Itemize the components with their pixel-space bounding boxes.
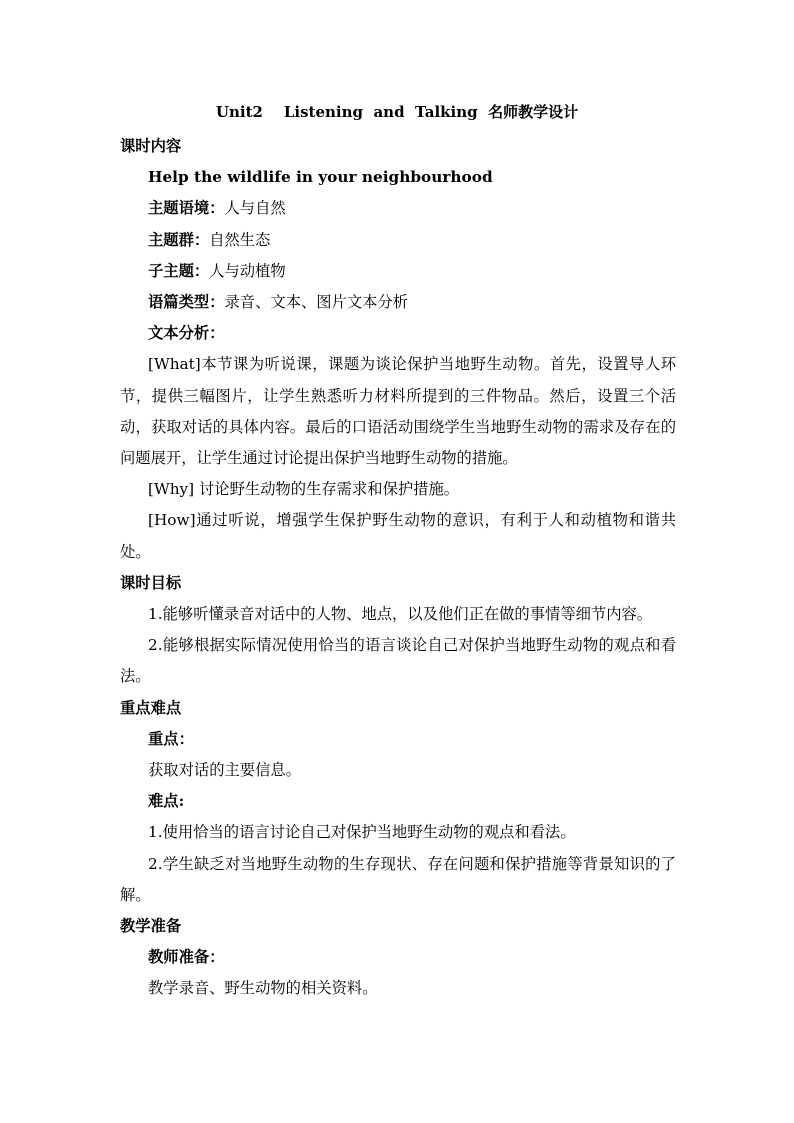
theme-context-line (120, 193, 676, 224)
document-body (120, 131, 676, 1005)
difficult-point-item: 2.学生缺乏对当地野生动物的生存现状、存在问题和保护措施等背景知识的了解。 (120, 854, 676, 904)
document-title: Unit2 Listening and Talking 名师教学设计 (215, 103, 579, 121)
theme-group-value: 自然生态 (209, 230, 271, 249)
section-heading-content: 课时内容 (120, 137, 182, 155)
objective-item: 1.能够听懂录音对话中的人物、地点，以及他们正在做的事情等细节内容。 (148, 605, 653, 624)
difficult-point-item: 1.使用恰当的语言讨论自己对保护当地野生动物的观点和看法。 (148, 823, 576, 842)
lesson-subtitle: Help the wildlife in your neighbourhood (148, 168, 493, 187)
theme-context-value: 人与自然 (224, 199, 286, 218)
theme-group-line (120, 225, 676, 256)
theme-context-label: 主题语境： (148, 199, 225, 218)
text-type-label: 语篇类型： (148, 293, 225, 312)
why-paragraph: [Why] 讨论野生动物的生存需求和保护措施。 (148, 480, 460, 499)
section-heading-preparation: 教学准备 (120, 917, 182, 936)
sub-theme-line (120, 256, 676, 287)
text-type-line (120, 287, 676, 318)
section-heading-objectives: 课时目标 (120, 573, 182, 592)
teacher-prep-label: 教师准备： (148, 948, 225, 967)
how-paragraph: [How]通过听说，增强学生保护野生动物的意识，有利于人和动植物和谐共处。 (120, 511, 676, 561)
sub-theme-value: 人与动植物 (209, 261, 286, 280)
objective-item: 2.能够根据实际情况使用恰当的语言谈论自己对保护当地野生动物的观点和看法。 (120, 636, 676, 686)
text-type-value: 录音、文本、图片文本分析 (224, 293, 409, 312)
difficult-point-label: 难点: (148, 792, 185, 811)
section-heading-key-difficult: 重点难点 (120, 698, 182, 717)
key-point-text: 获取对话的主要信息。 (148, 761, 301, 780)
key-point-label: 重点： (148, 729, 194, 748)
analysis-label: 文本分析： (148, 324, 225, 343)
teacher-prep-text: 教学录音、野生动物的相关资料。 (148, 979, 378, 998)
what-paragraph: [What]本节课为听说课，课题为谈论保护当地野生动物。首先，设置导人环节，提供三幅图片，让学生熟悉听力材料所提到的三件物品。然后，设置三个活动，获取对话的具体内容。最后的口语活动围绕学生当地野生动物的需求及存在的问题展开，让学生通过讨论提出保护当地野生动物的措施。 (120, 355, 676, 468)
sub-theme-label: 子主题： (148, 261, 210, 280)
theme-group-label: 主题群： (148, 230, 210, 249)
